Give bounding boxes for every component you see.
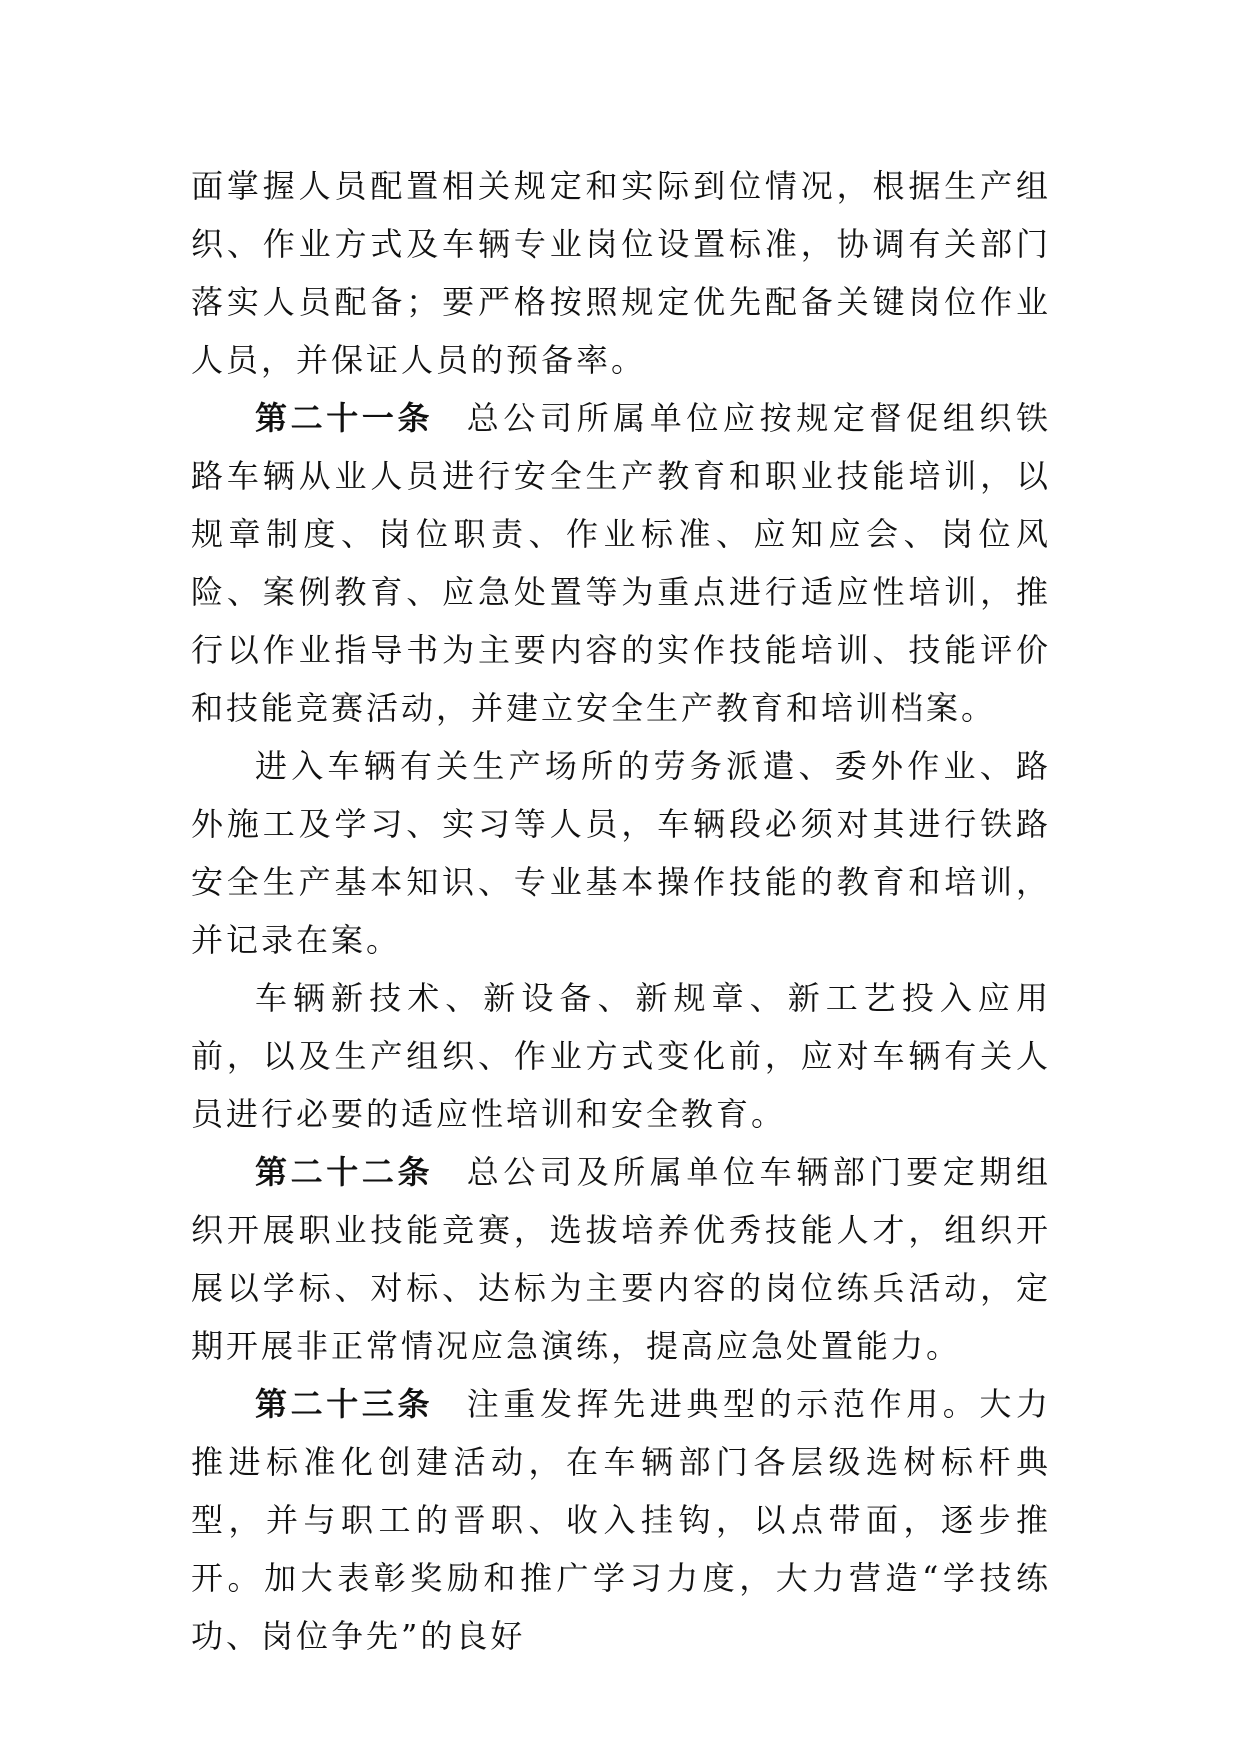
paragraph-text: 进入车辆有关生产场所的劳务派遣、委外作业、路外施工及学习、实习等人员，车辆段必须对其进行铁路安全生产基本知识、专业基本操作技能的教育和培训，并记录在案。 <box>191 747 1051 959</box>
article-number: 第二十三条 <box>255 1385 434 1423</box>
paragraph-text: 总公司所属单位应按规定督促组织铁路车辆从业人员进行安全生产教育和职业技能培训，以规章制度、岗位职责、作业标准、应知应会、岗位风险、案例教育、应急处置等为重点进行适应性培训，推行以作业指导书为主要内容的实作技能培训、技能评价和技能竞赛活动，并建立安全生产教育和培训档案。 <box>191 399 1051 727</box>
article-number: 第二十一条 <box>255 399 434 437</box>
paragraph-text: 面掌握人员配置相关规定和实际到位情况，根据生产组织、作业方式及车辆专业岗位设置标准，协调有关部门落实人员配备；要严格按照规定优先配备关键岗位作业人员，并保证人员的预备率。 <box>191 167 1051 379</box>
paragraph-continuation <box>191 157 1051 389</box>
paragraph-text: 车辆新技术、新设备、新规章、新工艺投入应用前，以及生产组织、作业方式变化前，应对车辆有关人员进行必要的适应性培训和安全教育。 <box>191 979 1051 1133</box>
paragraph-outsourced-training <box>191 737 1051 969</box>
paragraph-text: 总公司及所属单位车辆部门要定期组织开展职业技能竞赛，选拔培养优秀技能人才，组织开展以学标、对标、达标为主要内容的岗位练兵活动，定期开展非正常情况应急演练，提高应急处置能力。 <box>191 1153 1051 1365</box>
article-23-paragraph <box>191 1375 1051 1665</box>
article-21-paragraph <box>191 389 1051 737</box>
article-22-paragraph <box>191 1143 1051 1375</box>
paragraph-text: 注重发挥先进典型的示范作用。大力推进标准化创建活动，在车辆部门各层级选树标杆典型，并与职工的晋职、收入挂钩，以点带面，逐步推开。加大表彰奖励和推广学习力度，大力营造“学技练功、岗位争先”的良好 <box>191 1385 1051 1655</box>
paragraph-new-technology-training <box>191 969 1051 1143</box>
document-body <box>191 157 1051 1665</box>
article-number: 第二十二条 <box>255 1153 434 1191</box>
